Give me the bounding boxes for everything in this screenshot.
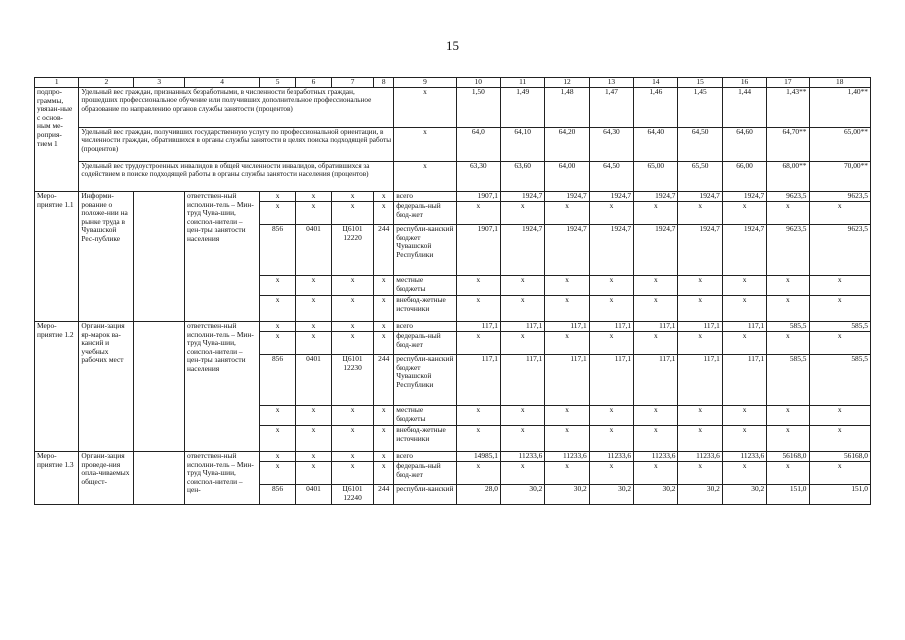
- funding-source: республи-канский: [394, 485, 456, 505]
- funding-value: x: [678, 462, 722, 485]
- funding-value: 117,1: [589, 322, 633, 332]
- funding-value: 117,1: [500, 355, 544, 406]
- funding-value: x: [589, 406, 633, 426]
- budget-code: 0401: [296, 225, 332, 276]
- funding-value: 11233,6: [722, 452, 766, 462]
- funding-value: x: [545, 462, 589, 485]
- funding-value: x: [634, 462, 678, 485]
- funding-value: x: [722, 276, 766, 296]
- indicator-text: Удельный вес граждан, признанных безработными, в численности безработных граждан, прошедших профессиональное обучение или получивших дополнительное профессиональное образование по направлению органов службы занятости (процентов): [79, 88, 394, 128]
- indicator-value: 64,50: [678, 128, 722, 162]
- funding-value: 30,2: [545, 485, 589, 505]
- budget-code: x: [374, 192, 394, 202]
- funding-value: 11233,6: [589, 452, 633, 462]
- funding-source: всего: [394, 452, 456, 462]
- funding-value: x: [545, 332, 589, 355]
- funding-value: 1924,7: [589, 192, 633, 202]
- funding-value: 28,0: [456, 485, 500, 505]
- funding-value: 151,0: [767, 485, 809, 505]
- funding-value: 30,2: [589, 485, 633, 505]
- column-header: 2: [79, 78, 134, 88]
- budget-code: 0401: [296, 485, 332, 505]
- funding-value: 1924,7: [722, 225, 766, 276]
- budget-code: 856: [260, 485, 296, 505]
- funding-value: 1924,7: [678, 225, 722, 276]
- funding-value: x: [809, 462, 871, 485]
- funding-source: внебюд-жетные источники: [394, 296, 456, 322]
- funding-value: x: [500, 276, 544, 296]
- funding-value: 117,1: [722, 322, 766, 332]
- event-name: Информи-рование о положе-нии на рынке труда в Чувашской Рес-публике: [79, 192, 134, 322]
- indicator-value: 64,70**: [767, 128, 809, 162]
- funding-value: x: [634, 202, 678, 225]
- column-header: 18: [809, 78, 871, 88]
- funding-source: федераль-ный бюд-жет: [394, 462, 456, 485]
- event-row: [35, 452, 871, 462]
- budget-code: x: [260, 452, 296, 462]
- budget-code: x: [374, 276, 394, 296]
- funding-value: x: [722, 426, 766, 452]
- funding-value: x: [767, 426, 809, 452]
- header-row: [35, 78, 871, 88]
- funding-value: 117,1: [545, 322, 589, 332]
- funding-value: x: [809, 332, 871, 355]
- event-executor: ответствен-ный исполни-тель – Мин-труд Чува-шии, соиспол-нители – цен-тры занятости населения: [185, 322, 260, 452]
- funding-value: 117,1: [500, 322, 544, 332]
- funding-source: республи-канский бюджет Чувашской Республики: [394, 355, 456, 406]
- indicator-value: 64,40: [634, 128, 678, 162]
- funding-value: 1907,1: [456, 192, 500, 202]
- funding-value: x: [678, 426, 722, 452]
- funding-value: 9623,5: [809, 225, 871, 276]
- indicator-value: 65,00: [634, 162, 678, 192]
- funding-value: 1924,7: [545, 225, 589, 276]
- empty-cell: [134, 192, 185, 322]
- funding-source: федераль-ный бюд-жет: [394, 332, 456, 355]
- funding-value: x: [545, 276, 589, 296]
- budget-code: x: [260, 332, 296, 355]
- funding-value: x: [809, 426, 871, 452]
- indicator-mark: x: [394, 88, 456, 128]
- indicator-value: 1,40**: [809, 88, 871, 128]
- funding-value: x: [767, 462, 809, 485]
- funding-value: 30,2: [722, 485, 766, 505]
- budget-code: x: [331, 452, 373, 462]
- event-row: [35, 322, 871, 332]
- funding-value: 11233,6: [634, 452, 678, 462]
- budget-code: x: [296, 296, 332, 322]
- budget-code: x: [374, 332, 394, 355]
- indicator-row: [35, 88, 871, 128]
- column-header: 17: [767, 78, 809, 88]
- indicator-value: 1,45: [678, 88, 722, 128]
- indicator-value: 64,30: [589, 128, 633, 162]
- budget-code: Ц6101 12220: [331, 225, 373, 276]
- funding-value: x: [500, 462, 544, 485]
- page-number: 15: [446, 38, 459, 53]
- indicator-value: 63,60: [500, 162, 544, 192]
- funding-value: 585,5: [809, 322, 871, 332]
- indicator-value: 64,10: [500, 128, 544, 162]
- column-header: 6: [296, 78, 332, 88]
- funding-value: x: [500, 406, 544, 426]
- funding-value: 14985,1: [456, 452, 500, 462]
- budget-code: x: [374, 462, 394, 485]
- budget-code: x: [296, 276, 332, 296]
- indicator-row: [35, 162, 871, 192]
- funding-value: x: [722, 296, 766, 322]
- funding-value: x: [767, 406, 809, 426]
- funding-source: внебюд-жетные источники: [394, 426, 456, 452]
- budget-code: x: [260, 406, 296, 426]
- budget-code: x: [296, 462, 332, 485]
- funding-value: 30,2: [500, 485, 544, 505]
- funding-value: 117,1: [456, 355, 500, 406]
- funding-value: 117,1: [678, 355, 722, 406]
- funding-value: 11233,6: [500, 452, 544, 462]
- indicator-value: 64,0: [456, 128, 500, 162]
- funding-value: x: [634, 406, 678, 426]
- column-header: 16: [722, 78, 766, 88]
- funding-value: 117,1: [722, 355, 766, 406]
- budget-code: x: [331, 426, 373, 452]
- funding-value: 117,1: [678, 322, 722, 332]
- budget-code: x: [260, 296, 296, 322]
- column-header: 7: [331, 78, 373, 88]
- column-header: 14: [634, 78, 678, 88]
- funding-value: 1924,7: [545, 192, 589, 202]
- funding-value: 117,1: [634, 322, 678, 332]
- column-header: 15: [678, 78, 722, 88]
- budget-code: 856: [260, 355, 296, 406]
- funding-value: 56168,0: [767, 452, 809, 462]
- funding-value: 585,5: [809, 355, 871, 406]
- funding-source: местные бюджеты: [394, 406, 456, 426]
- indicator-value: 1,44: [722, 88, 766, 128]
- funding-value: x: [767, 296, 809, 322]
- budget-code: x: [296, 426, 332, 452]
- indicator-value: 1,47: [589, 88, 633, 128]
- funding-value: x: [767, 276, 809, 296]
- funding-value: 151,0: [809, 485, 871, 505]
- budget-code: x: [331, 296, 373, 322]
- funding-value: x: [456, 202, 500, 225]
- funding-value: x: [809, 202, 871, 225]
- funding-source: всего: [394, 322, 456, 332]
- budget-code: x: [296, 322, 332, 332]
- funding-value: 1924,7: [589, 225, 633, 276]
- indicator-mark: x: [394, 128, 456, 162]
- event-label: Меро-приятие 1.1: [35, 192, 79, 322]
- funding-value: x: [545, 426, 589, 452]
- budget-code: x: [260, 202, 296, 225]
- budget-code: x: [374, 296, 394, 322]
- funding-value: 9623,5: [767, 192, 809, 202]
- funding-value: x: [722, 202, 766, 225]
- funding-value: x: [589, 202, 633, 225]
- subprogram-label: подпро-граммы, увязан-ные с основ-ным ме-роприя-тием 1: [35, 88, 79, 192]
- funding-value: 1924,7: [634, 192, 678, 202]
- indicator-value: 65,50: [678, 162, 722, 192]
- budget-code: x: [296, 202, 332, 225]
- funding-value: x: [500, 296, 544, 322]
- funding-value: x: [809, 276, 871, 296]
- budget-code: 0401: [296, 355, 332, 406]
- indicator-value: 1,50: [456, 88, 500, 128]
- funding-source: республи-канский бюджет Чувашской Республики: [394, 225, 456, 276]
- funding-value: 117,1: [456, 322, 500, 332]
- funding-value: x: [456, 462, 500, 485]
- funding-value: x: [545, 202, 589, 225]
- budget-code: Ц6101 12240: [331, 485, 373, 505]
- funding-source: местные бюджеты: [394, 276, 456, 296]
- budget-code: Ц6101 12230: [331, 355, 373, 406]
- funding-source: федераль-ный бюд-жет: [394, 202, 456, 225]
- event-name: Органи-зация яр-марок ва-кансий и учебных рабочих мест: [79, 322, 134, 452]
- event-name: Органи-зация проведе-ния опла-чиваемых общест-: [79, 452, 134, 505]
- event-executor: ответствен-ный исполни-тель – Мин-труд Чува-шии, соиспол-нители – цен-: [185, 452, 260, 505]
- funding-value: x: [722, 462, 766, 485]
- funding-value: x: [678, 332, 722, 355]
- column-header: 8: [374, 78, 394, 88]
- funding-value: x: [634, 276, 678, 296]
- funding-value: 1924,7: [634, 225, 678, 276]
- column-header: 1: [35, 78, 79, 88]
- funding-value: x: [589, 296, 633, 322]
- column-header: 3: [134, 78, 185, 88]
- indicator-value: 1,43**: [767, 88, 809, 128]
- budget-code: x: [331, 332, 373, 355]
- funding-value: x: [809, 296, 871, 322]
- funding-value: x: [500, 332, 544, 355]
- indicator-value: 64,00: [545, 162, 589, 192]
- funding-value: x: [678, 296, 722, 322]
- indicator-value: 68,00**: [767, 162, 809, 192]
- indicator-value: 64,20: [545, 128, 589, 162]
- funding-value: x: [589, 276, 633, 296]
- column-header: 10: [456, 78, 500, 88]
- funding-value: 585,5: [767, 322, 809, 332]
- funding-value: 1924,7: [678, 192, 722, 202]
- program-table: [34, 77, 871, 505]
- funding-value: 9623,5: [767, 225, 809, 276]
- indicator-value: 63,30: [456, 162, 500, 192]
- budget-code: x: [331, 462, 373, 485]
- funding-value: x: [634, 426, 678, 452]
- indicator-value: 1,49: [500, 88, 544, 128]
- funding-value: 11233,6: [678, 452, 722, 462]
- funding-value: 117,1: [545, 355, 589, 406]
- funding-value: x: [500, 426, 544, 452]
- indicator-value: 64,50: [589, 162, 633, 192]
- indicator-value: 64,60: [722, 128, 766, 162]
- funding-value: 11233,6: [545, 452, 589, 462]
- funding-value: 30,2: [634, 485, 678, 505]
- budget-code: 244: [374, 355, 394, 406]
- funding-value: x: [722, 332, 766, 355]
- funding-value: x: [456, 276, 500, 296]
- indicator-value: 70,00**: [809, 162, 871, 192]
- empty-cell: [134, 322, 185, 452]
- event-label: Меро-приятие 1.3: [35, 452, 79, 505]
- indicator-mark: x: [394, 162, 456, 192]
- funding-value: x: [589, 426, 633, 452]
- budget-code: x: [260, 322, 296, 332]
- column-header: 4: [185, 78, 260, 88]
- event-row: [35, 192, 871, 202]
- funding-value: 1924,7: [722, 192, 766, 202]
- column-header: 12: [545, 78, 589, 88]
- funding-value: 1924,7: [500, 192, 544, 202]
- column-header: 13: [589, 78, 633, 88]
- funding-value: 1924,7: [500, 225, 544, 276]
- funding-value: x: [500, 202, 544, 225]
- event-label: Меро-приятие 1.2: [35, 322, 79, 452]
- funding-value: x: [678, 406, 722, 426]
- budget-code: x: [331, 276, 373, 296]
- funding-value: 30,2: [678, 485, 722, 505]
- funding-value: x: [589, 332, 633, 355]
- budget-code: x: [260, 426, 296, 452]
- column-header: 11: [500, 78, 544, 88]
- budget-code: 244: [374, 225, 394, 276]
- budget-code: x: [331, 202, 373, 225]
- funding-value: 117,1: [634, 355, 678, 406]
- indicator-row: [35, 128, 871, 162]
- funding-value: x: [545, 406, 589, 426]
- budget-code: x: [374, 202, 394, 225]
- budget-code: x: [260, 192, 296, 202]
- funding-value: x: [545, 296, 589, 322]
- funding-value: x: [589, 462, 633, 485]
- column-header: 9: [394, 78, 456, 88]
- budget-code: 244: [374, 485, 394, 505]
- funding-value: 1907,1: [456, 225, 500, 276]
- funding-value: 56168,0: [809, 452, 871, 462]
- budget-code: x: [331, 192, 373, 202]
- indicator-value: 66,00: [722, 162, 766, 192]
- budget-code: x: [374, 406, 394, 426]
- funding-value: x: [678, 276, 722, 296]
- funding-value: x: [678, 202, 722, 225]
- funding-value: x: [456, 296, 500, 322]
- funding-source: всего: [394, 192, 456, 202]
- budget-code: x: [260, 462, 296, 485]
- funding-value: x: [722, 406, 766, 426]
- event-executor: ответствен-ный исполни-тель – Мин-труд Чува-шии, соиспол-нители – цен-тры занятости населения: [185, 192, 260, 322]
- budget-code: x: [374, 426, 394, 452]
- indicator-value: 65,00**: [809, 128, 871, 162]
- funding-value: x: [767, 332, 809, 355]
- budget-code: x: [374, 322, 394, 332]
- funding-value: x: [456, 426, 500, 452]
- indicator-value: 1,46: [634, 88, 678, 128]
- funding-value: 117,1: [589, 355, 633, 406]
- budget-code: x: [331, 322, 373, 332]
- funding-value: x: [809, 406, 871, 426]
- budget-code: x: [260, 276, 296, 296]
- empty-cell: [134, 452, 185, 505]
- funding-value: 9623,5: [809, 192, 871, 202]
- budget-code: x: [296, 406, 332, 426]
- funding-value: x: [456, 332, 500, 355]
- indicator-value: 1,48: [545, 88, 589, 128]
- budget-code: x: [296, 192, 332, 202]
- budget-code: x: [331, 406, 373, 426]
- funding-value: x: [634, 332, 678, 355]
- budget-code: x: [374, 452, 394, 462]
- indicator-text: Удельный вес трудоустроенных инвалидов в общей численности инвалидов, обратившихся за содействием в поиске подходящей работы в органы службы занятости населения (процентов): [79, 162, 394, 192]
- funding-value: x: [634, 296, 678, 322]
- funding-value: x: [767, 202, 809, 225]
- budget-code: x: [296, 452, 332, 462]
- funding-value: 585,5: [767, 355, 809, 406]
- funding-value: x: [456, 406, 500, 426]
- column-header: 5: [260, 78, 296, 88]
- budget-code: 856: [260, 225, 296, 276]
- budget-code: x: [296, 332, 332, 355]
- indicator-text: Удельный вес граждан, получивших государственную услугу по профессиональной ориентации, в численности граждан, обратившихся в органы службы занятости в целях поиска подходящей работы (процентов): [79, 128, 394, 162]
